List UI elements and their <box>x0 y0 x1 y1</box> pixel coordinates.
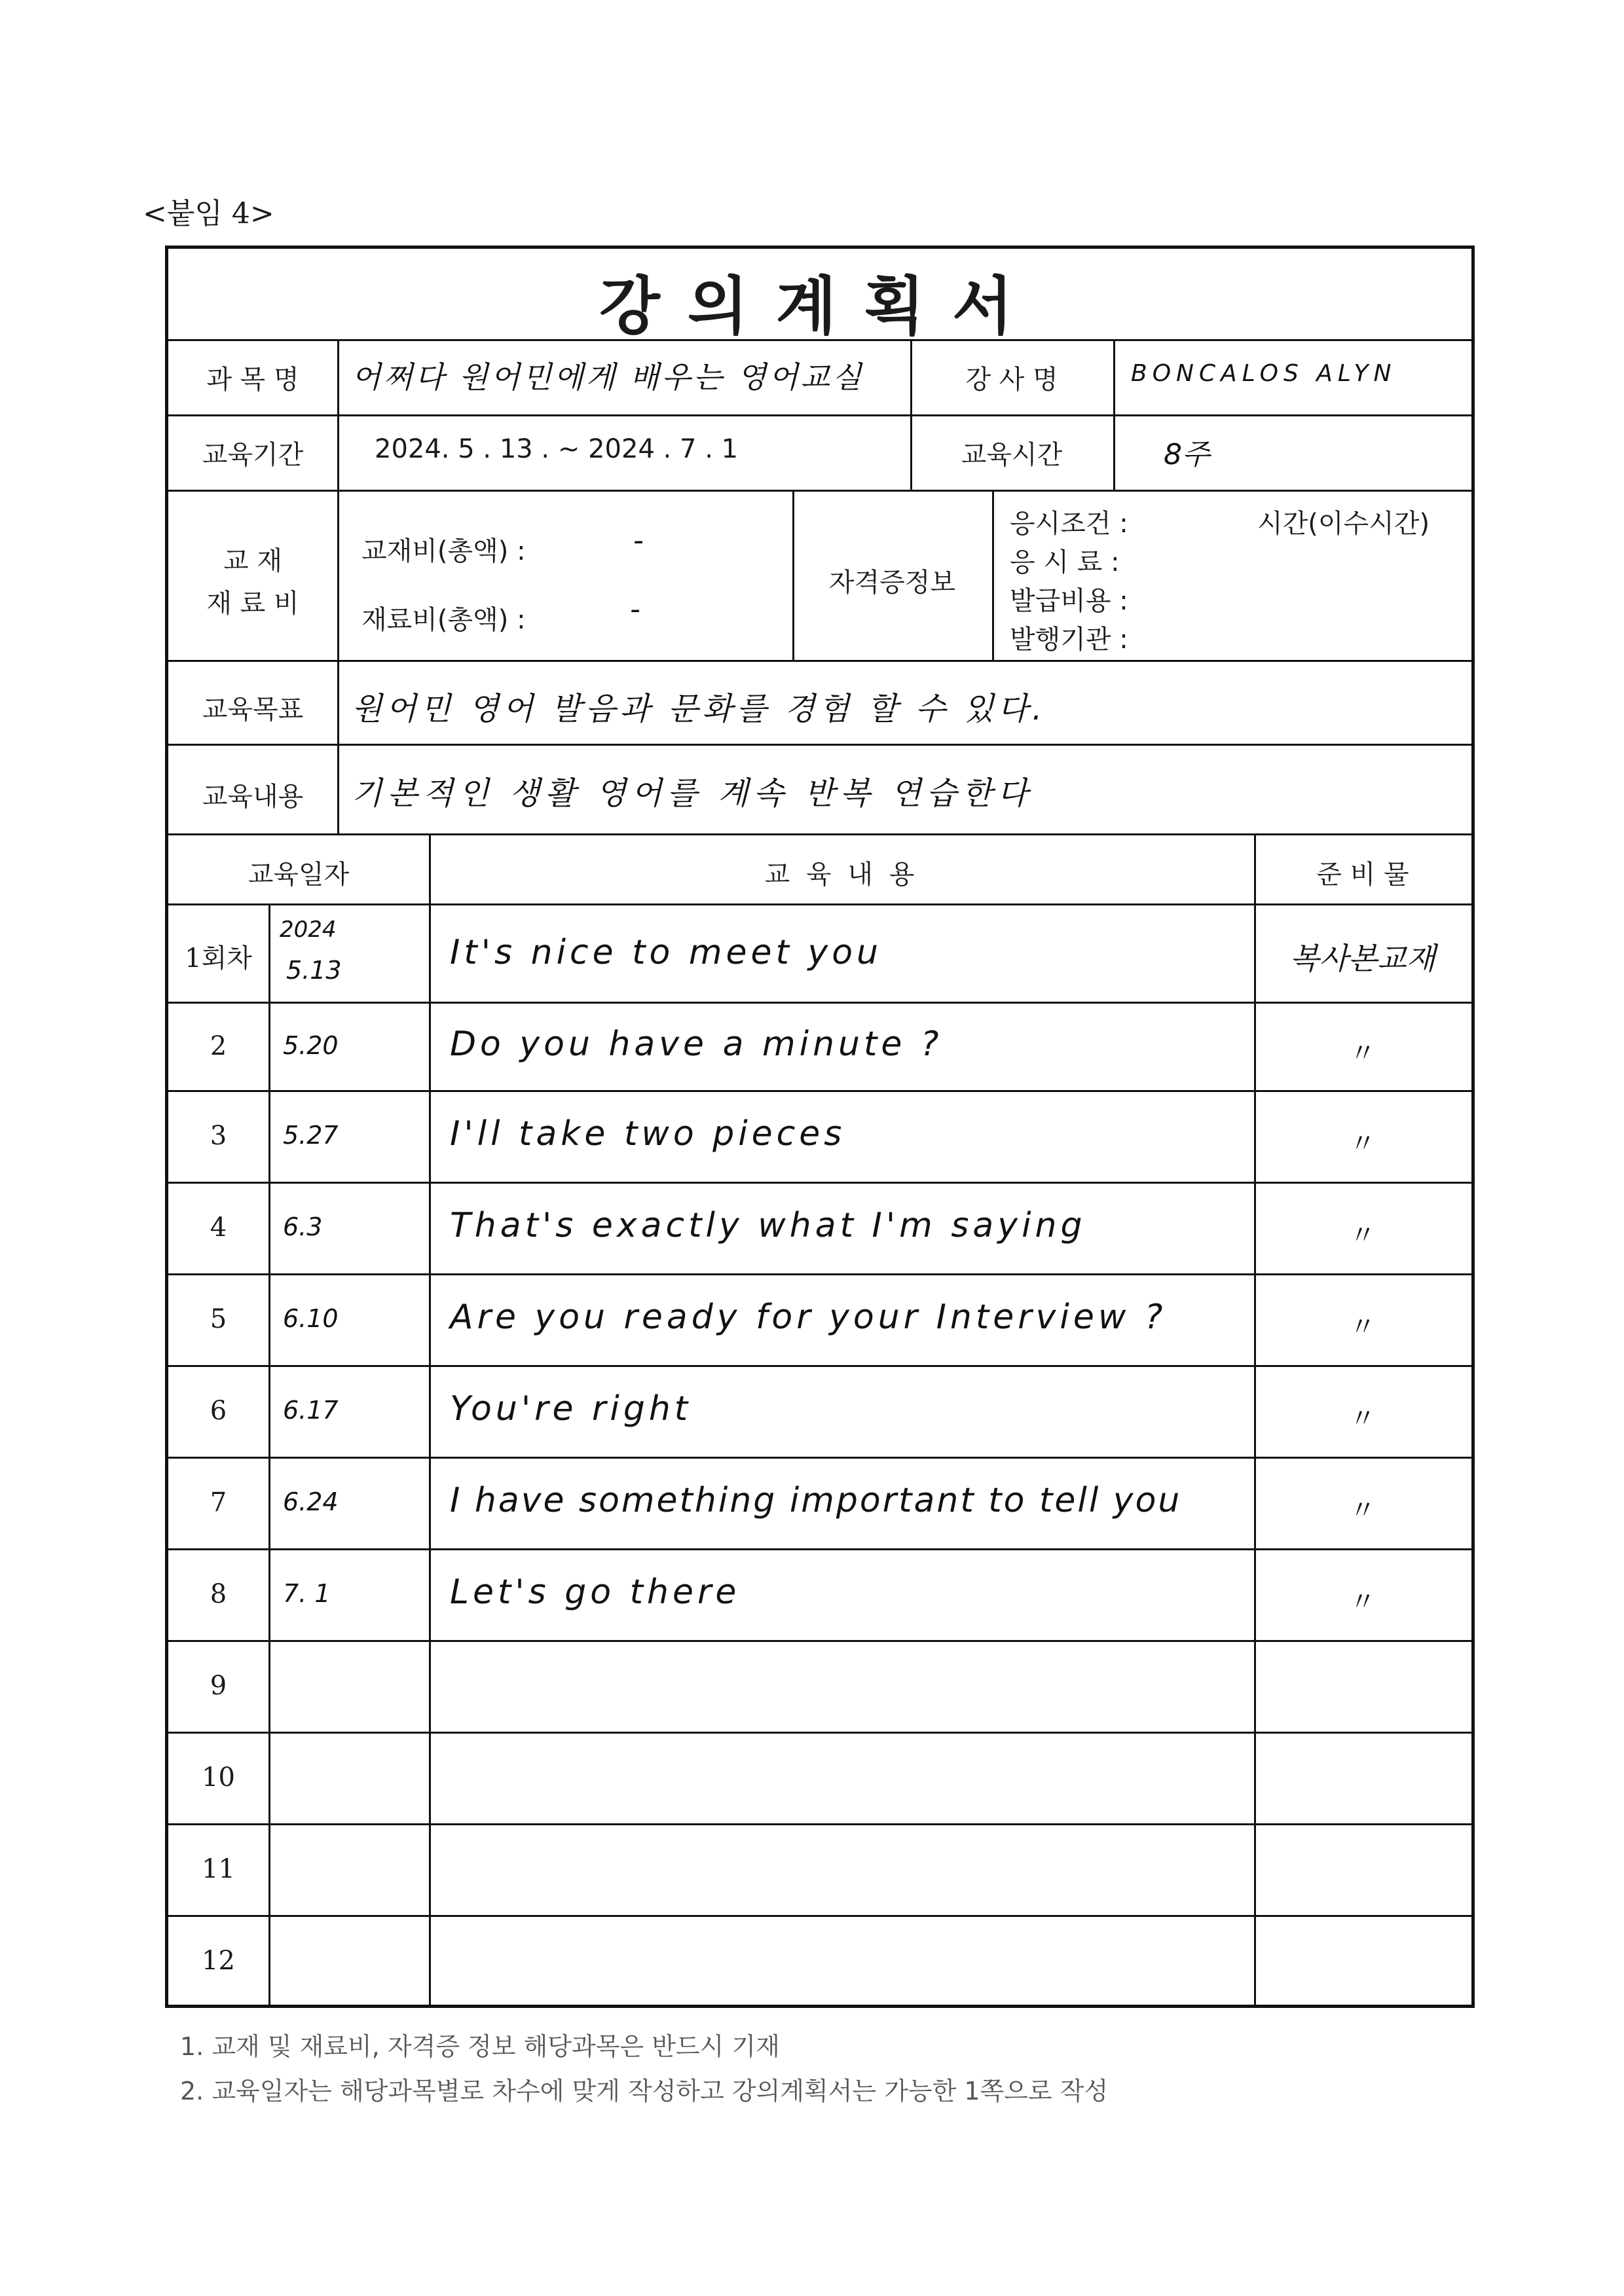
session-date: 5.13 <box>286 956 342 985</box>
divider <box>168 903 1471 905</box>
session-content: I have something important to tell you <box>450 1481 1182 1520</box>
session-prep: 복사본교재 <box>1289 941 1436 976</box>
divider <box>168 339 1471 341</box>
session-date: 6.17 <box>283 1396 339 1425</box>
content-label: 교육내용 <box>202 782 304 812</box>
session-number: 5 <box>210 1304 227 1334</box>
session-number: 8 <box>210 1579 227 1609</box>
session-number: 6 <box>210 1396 227 1426</box>
material-cost-label: 재료비(총액) : <box>361 605 526 635</box>
divider <box>168 1915 1471 1917</box>
divider <box>168 414 1471 416</box>
session-number: 3 <box>210 1121 227 1151</box>
session-date: 6.3 <box>283 1212 323 1241</box>
divider <box>168 833 1471 835</box>
divider <box>168 1002 1471 1004</box>
session-prep: 〃 <box>1350 1587 1376 1617</box>
divider <box>168 490 1471 492</box>
session-content: It's nice to meet you <box>450 933 882 972</box>
session-content: Are you ready for your Interview ? <box>450 1298 1167 1337</box>
session-number: 12 <box>202 1946 235 1976</box>
content-value: 기본적인 생활 영어를 계속 반복 연습한다 <box>352 775 1033 812</box>
materials-label-line2: 재 료 비 <box>206 589 299 619</box>
divider <box>168 1732 1471 1734</box>
divider <box>1113 339 1115 490</box>
footnote: 1. 교재 및 재료비, 자격증 정보 해당과목은 반드시 기재 <box>180 2032 780 2061</box>
session-date-year: 2024 <box>280 917 337 943</box>
cert-info-label: 자격증정보 <box>828 568 956 598</box>
divider <box>337 339 339 833</box>
goal-value: 원어민 영어 발음과 문화를 경험 할 수 있다. <box>352 691 1046 727</box>
divider <box>168 1090 1471 1092</box>
annex-label: <붙임 4> <box>143 197 274 230</box>
session-date: 6.24 <box>283 1487 339 1516</box>
issue-fee-label: 발급비용 : <box>1010 586 1128 616</box>
course-name-value: 어쩌다 원어민에게 배우는 영어교실 <box>352 359 864 395</box>
divider <box>268 903 270 2007</box>
session-number: 9 <box>210 1671 227 1701</box>
date-header: 교육일자 <box>248 860 350 890</box>
textbook-cost-label: 교재비(총액) : <box>361 536 526 566</box>
divider <box>168 1823 1471 1825</box>
session-date: 5.27 <box>283 1121 339 1150</box>
content-header: 교 육 내 용 <box>764 860 919 890</box>
hours-value: 8주 <box>1164 438 1210 471</box>
divider <box>168 1365 1471 1367</box>
session-date: 5.20 <box>283 1031 339 1060</box>
lecture-plan-form <box>165 246 1475 2008</box>
period-label: 교육기간 <box>202 440 304 470</box>
divider <box>992 490 994 660</box>
session-prep: 〃 <box>1350 1495 1376 1525</box>
session-content: Do you have a minute ? <box>450 1025 943 1064</box>
session-prep: 〃 <box>1350 1404 1376 1434</box>
session-content: Let's go there <box>450 1573 741 1612</box>
instructor-label: 강 사 명 <box>965 365 1058 395</box>
session-prep: 〃 <box>1350 1220 1376 1250</box>
footnote: 2. 교육일자는 해당과목별로 차수에 맞게 작성하고 강의계획서는 가능한 1쪽으로 작성 <box>180 2077 1109 2105</box>
exam-condition-label: 응시조건 : <box>1010 509 1128 539</box>
session-content: That's exactly what I'm saying <box>450 1206 1086 1245</box>
session-content: You're right <box>450 1389 692 1429</box>
session-number: 10 <box>202 1762 235 1793</box>
session-number: 4 <box>210 1212 227 1243</box>
instructor-value: BONCALOS ALYN <box>1131 360 1397 387</box>
exam-fee-label: 응 시 료 : <box>1010 547 1120 577</box>
divider <box>168 744 1471 746</box>
course-name-label: 과 목 명 <box>206 365 299 395</box>
hours-label: 교육시간 <box>961 440 1063 470</box>
period-value: 2024. 5 . 13 . ~ 2024 . 7 . 1 <box>375 434 739 464</box>
session-content: I'll take two pieces <box>450 1114 846 1154</box>
session-date: 7. 1 <box>283 1579 331 1608</box>
divider <box>168 1273 1471 1275</box>
exam-time-label: 시간(이수시간) <box>1257 509 1430 539</box>
divider <box>168 1640 1471 1642</box>
session-number: 11 <box>202 1854 235 1884</box>
session-number: 1회차 <box>185 943 252 974</box>
divider <box>429 833 431 2007</box>
goal-label: 교육목표 <box>202 695 304 725</box>
issuer-label: 발행기관 : <box>1010 625 1128 655</box>
prep-header: 준 비 물 <box>1316 860 1409 890</box>
session-number: 7 <box>210 1487 227 1518</box>
divider <box>168 660 1471 662</box>
session-prep: 〃 <box>1350 1038 1376 1068</box>
divider <box>168 1548 1471 1550</box>
material-cost-value: - <box>630 592 640 626</box>
divider <box>168 1182 1471 1184</box>
form-title: 강의계획서 <box>599 270 1041 343</box>
materials-label-line1: 교 재 <box>223 546 282 576</box>
session-number: 2 <box>210 1031 227 1061</box>
divider <box>168 1457 1471 1459</box>
session-prep: 〃 <box>1350 1312 1376 1342</box>
textbook-cost-value: - <box>633 524 644 557</box>
session-date: 6.10 <box>283 1304 339 1333</box>
session-prep: 〃 <box>1350 1129 1376 1159</box>
